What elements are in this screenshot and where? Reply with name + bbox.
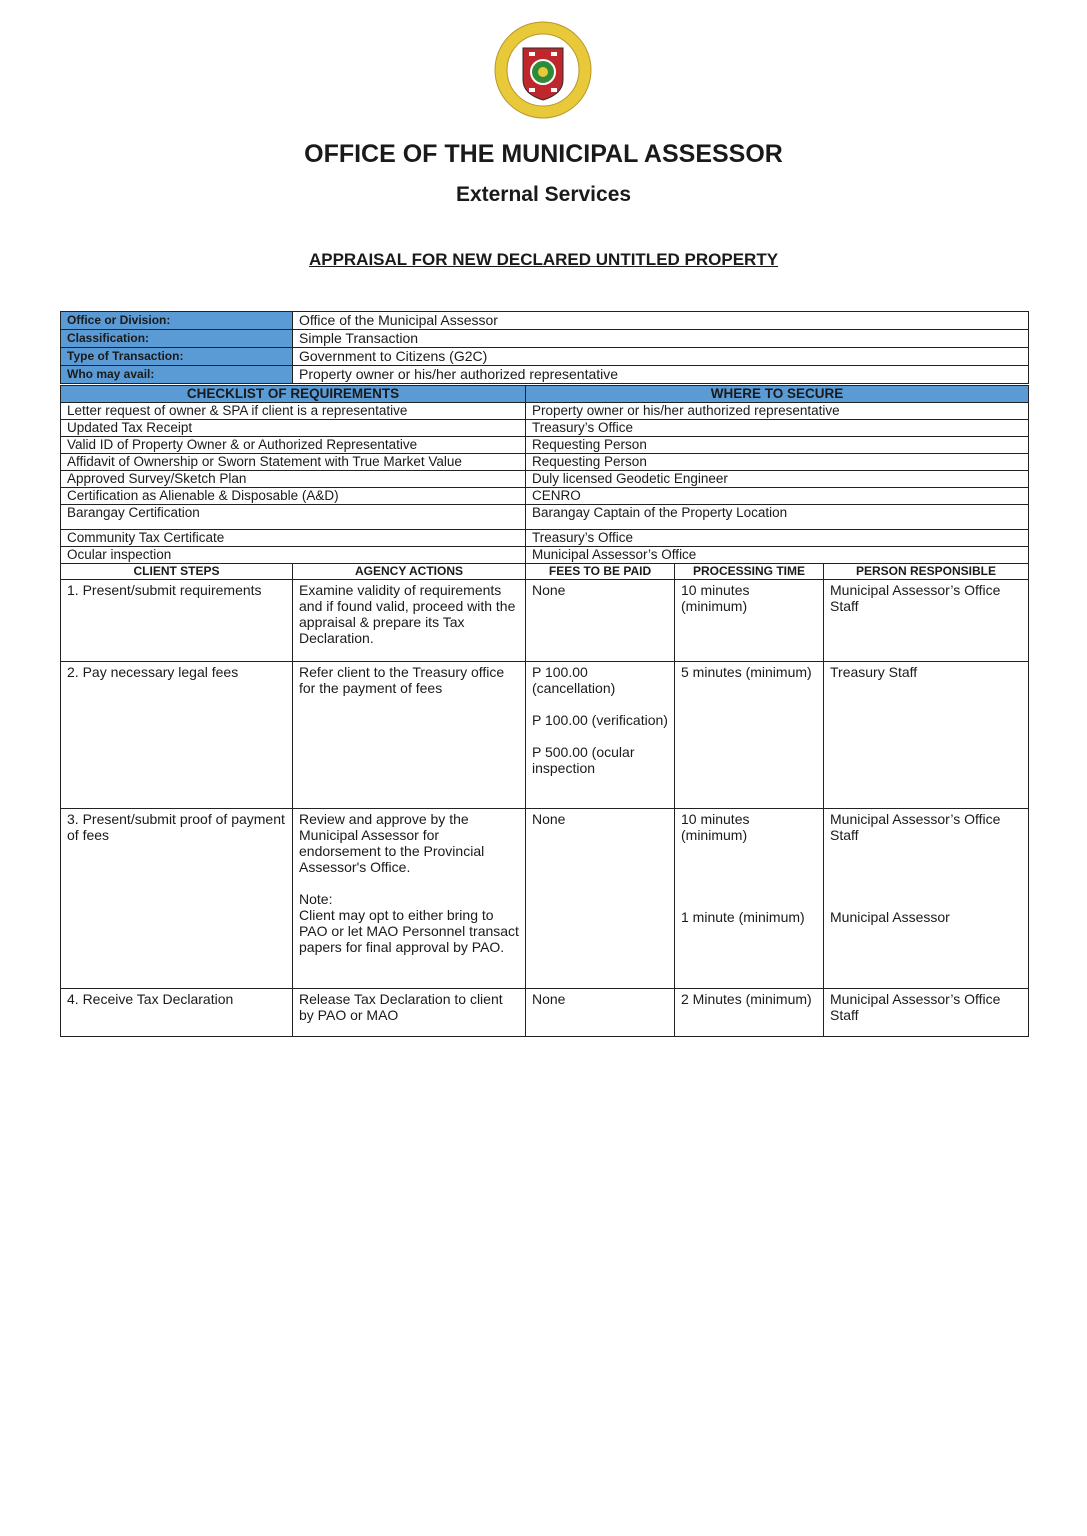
requirement-item: Community Tax Certificate: [61, 530, 526, 547]
requirement-row: [61, 547, 1029, 564]
person-responsible: Municipal Assessor’s Office Staff: [824, 580, 1029, 662]
step-fees: [526, 662, 675, 809]
processing-time: 5 minutes (minimum): [675, 662, 824, 809]
client-step: 4. Receive Tax Declaration: [61, 989, 293, 1037]
steps-header-row: [61, 564, 1029, 580]
client-step: 2. Pay necessary legal fees: [61, 662, 293, 809]
requirement-source: Municipal Assessor’s Office: [526, 547, 1029, 564]
agency-action: Release Tax Declaration to client by PAO or MAO: [293, 989, 526, 1037]
requirement-row: [61, 420, 1029, 437]
fee-ocular-inspection: P 500.00 (ocular inspection: [532, 744, 635, 776]
info-label: Classification:: [61, 330, 293, 348]
processing-time-second: 1 minute (minimum): [681, 909, 805, 925]
page-subtitle: External Services: [455, 183, 632, 206]
info-label: Who may avail:: [61, 366, 293, 384]
requirements-table: [60, 385, 1029, 564]
fee-cancellation: P 100.00 (cancellation): [532, 664, 616, 696]
requirement-source: Requesting Person: [526, 437, 1029, 454]
fee-verification: P 100.00 (verification): [532, 712, 668, 728]
info-row: [61, 366, 1029, 384]
client-steps-header: CLIENT STEPS: [61, 564, 293, 580]
person-responsible: Municipal Assessor’s Office Staff: [824, 989, 1029, 1037]
step-fee: None: [526, 580, 675, 662]
agency-action-text: Examine validity of requirements and if found valid, proceed with the appraisal & prepare its Tax Declaration.: [299, 582, 516, 646]
requirement-row: [61, 403, 1029, 420]
agency-action: [293, 809, 526, 989]
agency-action-text: Review and approve by the Municipal Assessor for endorsement to the Provincial Assessor's Office.: [299, 811, 485, 875]
step-row: [61, 809, 1029, 989]
info-label: Type of Transaction:: [61, 348, 293, 366]
info-row: [61, 348, 1029, 366]
agency-action: [293, 580, 526, 662]
requirement-row: [61, 454, 1029, 471]
info-row: [61, 330, 1029, 348]
step-row: [61, 580, 1029, 662]
agency-actions-header: AGENCY ACTIONS: [293, 564, 526, 580]
agency-action: Refer client to the Treasury office for the payment of fees: [293, 662, 526, 809]
requirement-row: [61, 471, 1029, 488]
requirements-header-row: [61, 386, 1029, 403]
person-responsible: [824, 809, 1029, 989]
requirement-row: [61, 437, 1029, 454]
fees-header: FEES TO BE PAID: [526, 564, 675, 580]
requirement-item: Ocular inspection: [61, 547, 526, 564]
step-fee: None: [526, 809, 675, 989]
requirement-item: Barangay Certification: [61, 505, 526, 530]
requirement-item: Affidavit of Ownership or Sworn Statement with True Market Value: [61, 454, 526, 471]
municipal-seal-logo: [493, 20, 593, 120]
step-row: [61, 989, 1029, 1037]
person-responsible-first: Municipal Assessor’s Office Staff: [830, 811, 1001, 843]
info-label: Office or Division:: [61, 312, 293, 330]
requirement-source: Duly licensed Geodetic Engineer: [526, 471, 1029, 488]
requirement-item: Updated Tax Receipt: [61, 420, 526, 437]
person-responsible-header: PERSON RESPONSIBLE: [824, 564, 1029, 580]
step-row: [61, 662, 1029, 809]
process-steps-table: [60, 563, 1029, 1037]
requirement-item: Letter request of owner & SPA if client is a representative: [61, 403, 526, 420]
processing-time-header: PROCESSING TIME: [675, 564, 824, 580]
requirement-row: [61, 530, 1029, 547]
requirement-source: CENRO: [526, 488, 1029, 505]
info-value: Office of the Municipal Assessor: [293, 312, 1029, 330]
person-responsible-second: Municipal Assessor: [830, 909, 950, 925]
requirement-source: Treasury’s Office: [526, 420, 1029, 437]
document-heading: APPRAISAL FOR NEW DECLARED UNTITLED PROPERTY: [308, 250, 779, 269]
info-value: Government to Citizens (G2C): [293, 348, 1029, 366]
service-info-table: [60, 311, 1029, 384]
info-value: Property owner or his/her authorized representative: [293, 366, 1029, 384]
agency-note-label: Note:: [299, 891, 333, 907]
where-to-secure-header: WHERE TO SECURE: [526, 386, 1029, 403]
step-fee: None: [526, 989, 675, 1037]
client-step: 3. Present/submit proof of payment of fees: [61, 809, 293, 989]
requirement-row: [61, 488, 1029, 505]
processing-time: 10 minutes (minimum): [675, 580, 824, 662]
requirement-item: Certification as Alienable & Disposable (A&D): [61, 488, 526, 505]
page-title: OFFICE OF THE MUNICIPAL ASSESSOR: [304, 140, 783, 168]
agency-note: Client may opt to either bring to PAO or let MAO Personnel transact papers for final approval by PAO.: [299, 907, 519, 955]
requirement-source: Requesting Person: [526, 454, 1029, 471]
client-step: 1. Present/submit requirements: [61, 580, 293, 662]
checklist-header: CHECKLIST OF REQUIREMENTS: [61, 386, 526, 403]
requirement-source: Treasury’s Office: [526, 530, 1029, 547]
processing-time: [675, 809, 824, 989]
person-responsible: Treasury Staff: [824, 662, 1029, 809]
info-value: Simple Transaction: [293, 330, 1029, 348]
requirement-source: Property owner or his/her authorized representative: [526, 403, 1029, 420]
processing-time: 2 Minutes (minimum): [675, 989, 824, 1037]
info-row: [61, 312, 1029, 330]
requirement-item: Approved Survey/Sketch Plan: [61, 471, 526, 488]
requirement-item: Valid ID of Property Owner & or Authorized Representative: [61, 437, 526, 454]
processing-time-first: 10 minutes (minimum): [681, 811, 750, 843]
requirement-row: [61, 505, 1029, 530]
requirement-source: Barangay Captain of the Property Location: [526, 505, 1029, 530]
